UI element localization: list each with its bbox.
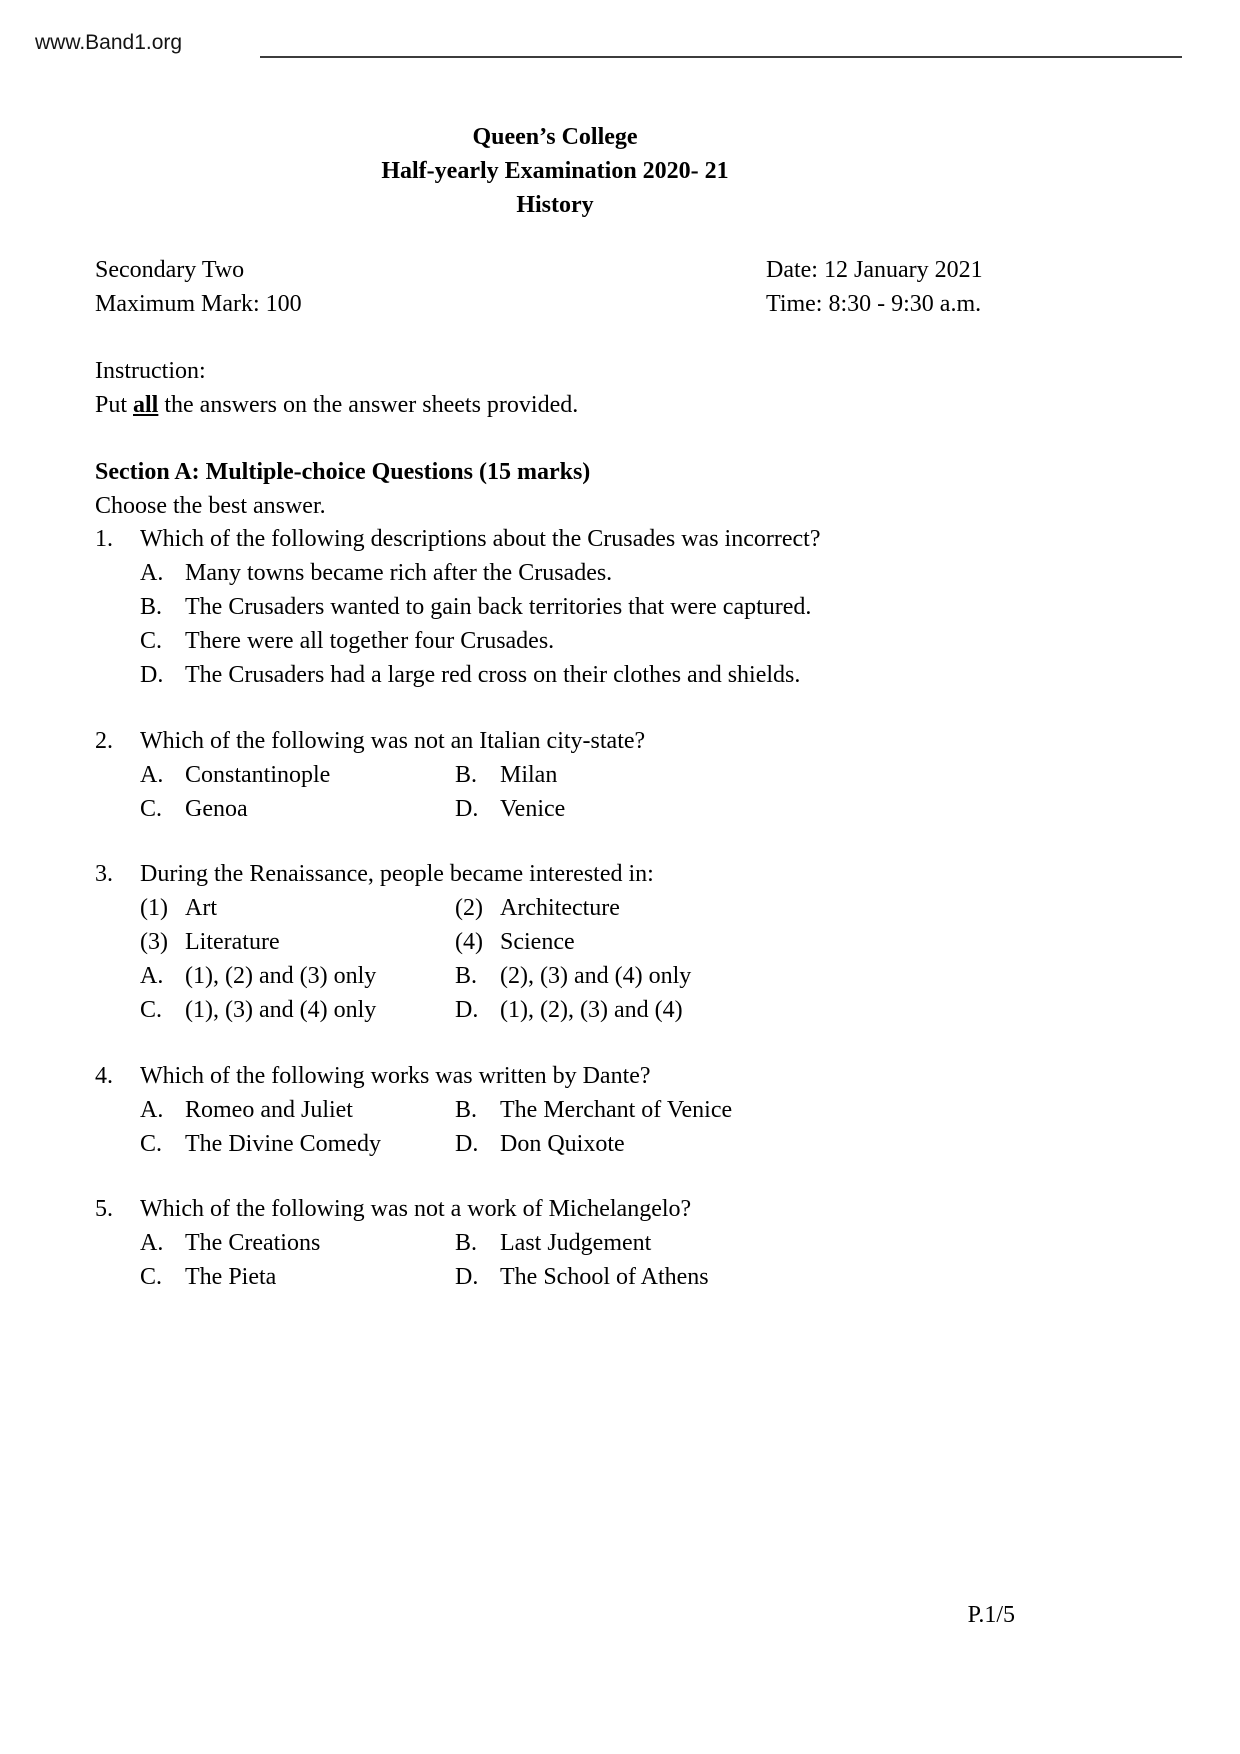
item-label: (1): [140, 895, 168, 921]
item-text: Literature: [185, 929, 280, 955]
header-rule: [260, 56, 1182, 58]
option-b: [455, 1226, 651, 1260]
question-head: [95, 522, 1055, 556]
option-text: The Pieta: [185, 1264, 277, 1290]
option-text: The Divine Comedy: [185, 1131, 381, 1157]
option-label: D.: [455, 1131, 479, 1157]
option-a: [140, 1093, 455, 1127]
page-number: P.1/5: [967, 1602, 1015, 1628]
option-d: [455, 993, 683, 1027]
options-list: [95, 1226, 1055, 1294]
statement-items: [95, 891, 1055, 1027]
option-label: C.: [140, 796, 163, 822]
question-head: [95, 724, 1055, 758]
info-row: [95, 253, 1015, 287]
instruction-text-pre: Put: [95, 392, 134, 418]
item-1: [140, 891, 455, 925]
item-row: [140, 925, 1055, 959]
option-label: A.: [140, 963, 164, 989]
section-subheading: Choose the best answer.: [95, 493, 326, 519]
item-text: Science: [500, 929, 575, 955]
question-text: Which of the following works was written by Dante?: [140, 1063, 651, 1089]
option-text: (1), (3) and (4) only: [185, 997, 377, 1023]
option-c: [140, 1260, 455, 1294]
info-row: [95, 287, 1015, 321]
option-c: [140, 993, 455, 1027]
question-5: [95, 1192, 1055, 1294]
exam-date: Date: 12 January 2021: [766, 257, 983, 283]
options-list: [95, 556, 1055, 692]
option-label: C.: [140, 997, 163, 1023]
option-b: [455, 1093, 732, 1127]
option-b: [140, 590, 811, 624]
option-row: [140, 658, 1055, 692]
question-head: [95, 1059, 1055, 1093]
instruction-text-post: the answers on the answer sheets provided.: [158, 392, 579, 418]
option-label: D.: [455, 796, 479, 822]
option-label: C.: [140, 1264, 163, 1290]
option-row: [140, 556, 1055, 590]
option-label: B.: [140, 594, 163, 620]
option-row: [140, 792, 1055, 826]
option-row: [140, 1260, 1055, 1294]
question-number: 1.: [95, 526, 113, 552]
instruction-text: [95, 388, 1015, 422]
option-row: [140, 959, 1055, 993]
instruction-text-emphasis: all: [133, 392, 159, 418]
question-1: [95, 522, 1055, 692]
option-text: Don Quixote: [500, 1131, 625, 1157]
question-number: 3.: [95, 861, 113, 887]
item-label: (2): [455, 895, 483, 921]
option-text: There were all together four Crusades.: [185, 628, 555, 654]
exam-time: Time: 8:30 - 9:30 a.m.: [766, 291, 982, 317]
option-text: Romeo and Juliet: [185, 1097, 353, 1123]
item-label: (4): [455, 929, 483, 955]
option-row: [140, 590, 1055, 624]
class-level: Secondary Two: [95, 257, 245, 283]
item-row: [140, 891, 1055, 925]
option-text: (1), (2), (3) and (4): [500, 997, 683, 1023]
option-row: [140, 624, 1055, 658]
item-label: (3): [140, 929, 168, 955]
item-4: [455, 925, 575, 959]
option-text: Venice: [500, 796, 566, 822]
item-text: Art: [185, 895, 217, 921]
option-c: [140, 624, 554, 658]
exam-subject: History: [516, 192, 594, 218]
option-label: B.: [455, 1097, 478, 1123]
option-label: C.: [140, 628, 163, 654]
section-heading: Section A: Multiple-choice Questions (15 marks): [95, 459, 591, 485]
option-text: The School of Athens: [500, 1264, 709, 1290]
option-label: D.: [455, 997, 479, 1023]
option-text: (2), (3) and (4) only: [500, 963, 692, 989]
question-text: Which of the following descriptions about the Crusades was incorrect?: [140, 526, 821, 552]
item-text: Architecture: [500, 895, 620, 921]
option-label: A.: [140, 1097, 164, 1123]
option-b: [455, 758, 557, 792]
item-2: [455, 891, 620, 925]
option-a: [140, 556, 612, 590]
question-number: 2.: [95, 728, 113, 754]
option-label: A.: [140, 762, 164, 788]
question-head: [95, 1192, 1055, 1226]
options-list: [95, 758, 1055, 826]
option-label: B.: [455, 1230, 478, 1256]
option-text: Milan: [500, 762, 558, 788]
option-a: [140, 959, 455, 993]
option-label: B.: [455, 963, 478, 989]
question-text: Which of the following was not an Italian city-state?: [140, 728, 646, 754]
question-text: During the Renaissance, people became interested in:: [140, 861, 654, 887]
option-label: C.: [140, 1131, 163, 1157]
option-d: [455, 1127, 625, 1161]
option-b: [455, 959, 691, 993]
option-text: The Creations: [185, 1230, 321, 1256]
option-text: Last Judgement: [500, 1230, 652, 1256]
question-3: [95, 857, 1055, 1027]
option-d: [455, 792, 565, 826]
instruction-label: Instruction:: [95, 358, 206, 384]
option-row: [140, 993, 1055, 1027]
question-number: 4.: [95, 1063, 113, 1089]
option-c: [140, 1127, 455, 1161]
question-text: Which of the following was not a work of Michelangelo?: [140, 1196, 692, 1222]
max-mark: Maximum Mark: 100: [95, 291, 302, 317]
section-a-block: [95, 455, 1015, 523]
option-label: B.: [455, 762, 478, 788]
option-label: D.: [455, 1264, 479, 1290]
option-text: Genoa: [185, 796, 248, 822]
exam-info-block: [95, 253, 1015, 321]
exam-title: Half-yearly Examination 2020- 21: [381, 158, 729, 184]
option-text: The Merchant of Venice: [500, 1097, 733, 1123]
instruction-block: [95, 354, 1015, 422]
option-row: [140, 758, 1055, 792]
option-c: [140, 792, 455, 826]
option-text: Many towns became rich after the Crusades.: [185, 560, 613, 586]
option-d: [455, 1260, 709, 1294]
option-d: [140, 658, 800, 692]
option-a: [140, 1226, 455, 1260]
option-text: The Crusaders had a large red cross on their clothes and shields.: [185, 662, 801, 688]
option-label: A.: [140, 560, 164, 586]
exam-title-block: [95, 120, 1015, 222]
options-list: [95, 1093, 1055, 1161]
question-head: [95, 857, 1055, 891]
option-row: [140, 1127, 1055, 1161]
site-url: www.Band1.org: [35, 31, 183, 54]
option-label: D.: [140, 662, 164, 688]
question-2: [95, 724, 1055, 826]
option-row: [140, 1226, 1055, 1260]
exam-school-name: Queen’s College: [472, 124, 638, 150]
item-3: [140, 925, 455, 959]
option-a: [140, 758, 455, 792]
question-number: 5.: [95, 1196, 113, 1222]
question-4: [95, 1059, 1055, 1161]
option-text: The Crusaders wanted to gain back territories that were captured.: [185, 594, 812, 620]
option-label: A.: [140, 1230, 164, 1256]
option-text: (1), (2) and (3) only: [185, 963, 377, 989]
option-row: [140, 1093, 1055, 1127]
option-text: Constantinople: [185, 762, 331, 788]
